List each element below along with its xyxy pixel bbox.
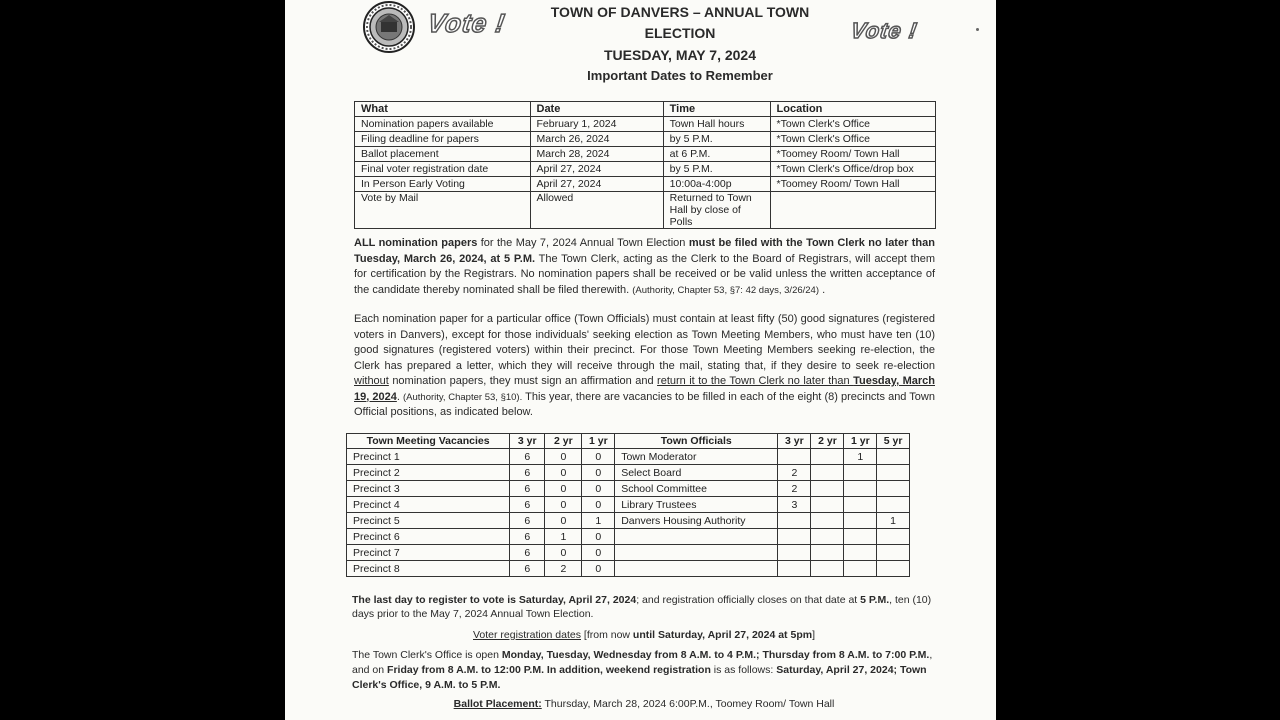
election-date: TUESDAY, MAY 7, 2024 (603, 47, 756, 63)
table-cell (844, 545, 877, 561)
table-cell (811, 481, 844, 497)
underlined-text: return it to the Town Clerk no later than (657, 375, 854, 387)
vote-badge-left: Vote ! (425, 8, 508, 38)
table-cell: 2 (778, 481, 811, 497)
column-header: What (355, 102, 531, 117)
table-cell: 6 (510, 497, 545, 513)
table-cell (811, 513, 844, 529)
office-hours-paragraph (352, 648, 936, 693)
table-cell: Allowed (530, 192, 663, 229)
table-cell: March 28, 2024 (530, 147, 663, 162)
table-row (347, 481, 910, 497)
table-row (355, 147, 936, 162)
body-text: [from now (580, 629, 633, 641)
table-row (347, 545, 910, 561)
table-cell (877, 561, 910, 577)
table-cell: Town Hall hours (663, 117, 770, 132)
table-row (355, 177, 936, 192)
table-cell: by 5 P.M. (663, 132, 770, 147)
table-cell: 0 (545, 465, 582, 481)
table-cell: Precinct 2 (347, 465, 510, 481)
document-page (285, 0, 996, 720)
emphasis-text: Friday from 8 A.M. to 12:00 P.M. In addition, weekend registration (387, 664, 711, 676)
table-cell (811, 497, 844, 513)
table-cell (844, 481, 877, 497)
table-cell: Nomination papers available (355, 117, 531, 132)
table-row (347, 561, 910, 577)
table-cell: *Town Clerk's Office (770, 132, 935, 147)
column-header: Town Meeting Vacancies (347, 434, 510, 449)
table-cell (877, 545, 910, 561)
table-cell: 0 (545, 449, 582, 465)
table-cell (844, 513, 877, 529)
table-cell: Filing deadline for papers (355, 132, 531, 147)
table-cell: March 26, 2024 (530, 132, 663, 147)
table-cell: 6 (510, 513, 545, 529)
table-cell (811, 561, 844, 577)
table-cell: 1 (545, 529, 582, 545)
emphasis-text: Saturday, April 27, 2024; Town Clerk's Office, 9 A.M. to 5 P.M. (352, 664, 927, 691)
table-cell: Library Trustees (615, 497, 778, 513)
table-cell: Town Moderator (615, 449, 778, 465)
ballot-placement-line (352, 697, 936, 713)
table-cell: *Toomey Room/ Town Hall (770, 147, 935, 162)
table-cell (877, 465, 910, 481)
table-cell: Precinct 8 (347, 561, 510, 577)
body-text: Thursday, March 28, 2024 6:00P.M., Toomey Room/ Town Hall (541, 698, 835, 710)
table-cell (844, 465, 877, 481)
column-header: 3 yr (510, 434, 545, 449)
authority-citation: (Authority, Chapter 53, §7: 42 days, 3/26/24) (632, 284, 820, 296)
column-header: 1 yr (582, 434, 615, 449)
table-cell: Precinct 6 (347, 529, 510, 545)
table-row (355, 162, 936, 177)
table-cell: 0 (582, 561, 615, 577)
table-cell (811, 449, 844, 465)
column-header: 2 yr (545, 434, 582, 449)
table-header-row (355, 102, 936, 117)
table-row (347, 529, 910, 545)
page-title-line2: ELECTION (644, 25, 716, 41)
table-cell: Select Board (615, 465, 778, 481)
page-title-line1: TOWN OF DANVERS – ANNUAL TOWN (550, 4, 810, 20)
table-cell (778, 449, 811, 465)
table-cell: *Town Clerk's Office (770, 117, 935, 132)
emphasis-text: must be filed with the Town Clerk no later than Tuesday, March 26, 2024, at 5 P.M. (354, 237, 935, 265)
table-cell: 0 (582, 449, 615, 465)
table-cell (615, 529, 778, 545)
body-text: . (819, 283, 826, 296)
table-cell: at 6 P.M. (663, 147, 770, 162)
table-cell (778, 545, 811, 561)
table-cell: 6 (510, 561, 545, 577)
signature-requirements-paragraph (354, 312, 935, 421)
table-cell: Final voter registration date (355, 162, 531, 177)
table-cell (615, 545, 778, 561)
nomination-filing-paragraph (354, 236, 935, 298)
table-cell (778, 513, 811, 529)
table-cell: 6 (510, 481, 545, 497)
table-cell: Danvers Housing Authority (615, 513, 778, 529)
table-cell: *Toomey Room/ Town Hall (770, 177, 935, 192)
table-cell (844, 529, 877, 545)
underlined-text: without (354, 375, 389, 387)
table-cell: 0 (545, 545, 582, 561)
table-cell (877, 449, 910, 465)
emphasis-text: Monday, Tuesday, Wednesday from 8 A.M. to 4 P.M.; Thursday from 8 A.M. to 7:00 P.M. (501, 649, 930, 661)
column-header: 2 yr (811, 434, 844, 449)
table-row (347, 513, 910, 529)
table-cell: 0 (545, 513, 582, 529)
table-cell: 0 (582, 529, 615, 545)
table-row (347, 497, 910, 513)
table-cell (811, 545, 844, 561)
body-text: , ten (10) days prior to the May 7, 2024 Annual Town Election. (352, 594, 932, 620)
table-row (355, 192, 936, 229)
voter-registration-heading (352, 628, 936, 644)
table-cell: 0 (582, 497, 615, 513)
table-cell: 6 (510, 449, 545, 465)
table-cell (770, 192, 935, 229)
table-row (347, 465, 910, 481)
underlined-label: Ballot Placement: (453, 698, 542, 710)
table-cell: Ballot placement (355, 147, 531, 162)
page-subtitle: Important Dates to Remember (587, 68, 773, 83)
table-cell: Precinct 4 (347, 497, 510, 513)
table-cell: 2 (545, 561, 582, 577)
column-header: 1 yr (844, 434, 877, 449)
column-header: Town Officials (615, 434, 778, 449)
table-cell (844, 561, 877, 577)
table-header-row (347, 434, 910, 449)
table-cell: 6 (510, 465, 545, 481)
emphasis-text: The last day to register to vote is Saturday, April 27, 2024 (352, 594, 637, 606)
table-cell: February 1, 2024 (530, 117, 663, 132)
table-cell: Precinct 7 (347, 545, 510, 561)
registration-deadline-paragraph (352, 593, 936, 621)
body-text: for the May 7, 2024 Annual Town Election (477, 237, 689, 249)
table-cell (778, 529, 811, 545)
body-text: The Town Clerk, acting as the Clerk to the Board of Registrars, will accept them for certification by the Registrars. No nomination papers shall be received or be valid unless the written acceptance of the candidate thereby nominated shall be filed therewith. (354, 252, 935, 296)
body-text: ; and registration officially closes on that date at (636, 594, 861, 606)
table-cell: Vote by Mail (355, 192, 531, 229)
table-cell: Precinct 1 (347, 449, 510, 465)
table-cell: 0 (545, 481, 582, 497)
table-cell: 10:00a-4:00p (663, 177, 770, 192)
table-row (355, 117, 936, 132)
underlined-text: Voter registration dates (473, 629, 581, 641)
emphasis-text: 5 P.M. (860, 594, 890, 606)
body-text: Each nomination paper for a particular office (Town Officials) must contain at least fifty (50) good signatures (registered voters in Danvers), except for those individuals' seeking election as Town Meeting Members, who must have ten (10) good signatures (registered voters) within their precinct. For those Town Meeting Members seeking re-election, the Clerk has prepared a letter, which they will receive through the mail, stating that, if they desire to seek re-election (354, 313, 935, 372)
emphasis-text: until Saturday, April 27, 2024 at 5pm (632, 629, 813, 641)
table-cell: April 27, 2024 (530, 177, 663, 192)
table-row (347, 449, 910, 465)
table-cell: Returned to Town Hall by close of Polls (663, 192, 770, 229)
body-text: nomination papers, they must sign an affirmation and (388, 375, 658, 387)
table-cell: 0 (582, 545, 615, 561)
table-cell (844, 497, 877, 513)
body-text: is as follows: (710, 664, 777, 676)
body-text: , and on (352, 649, 933, 676)
body-text: . (396, 390, 403, 403)
column-header: Time (663, 102, 770, 117)
table-cell: 3 (778, 497, 811, 513)
table-cell: Precinct 5 (347, 513, 510, 529)
table-cell (877, 529, 910, 545)
vote-badge-right: Vote ! (849, 18, 920, 43)
table-cell: 2 (778, 465, 811, 481)
column-header: Date (530, 102, 663, 117)
table-cell: School Committee (615, 481, 778, 497)
table-cell: 1 (844, 449, 877, 465)
table-cell: 0 (545, 497, 582, 513)
table-cell: 1 (877, 513, 910, 529)
table-row (355, 132, 936, 147)
vacancies-table (346, 433, 910, 577)
emphasis-text: ALL nomination papers (354, 237, 478, 249)
body-text: This year, there are vacancies to be filled in each of the eight (8) precincts and Town Official positions, as indicated below. (354, 390, 935, 418)
table-cell: Precinct 3 (347, 481, 510, 497)
table-cell (778, 561, 811, 577)
important-dates-table (354, 101, 936, 229)
table-cell: April 27, 2024 (530, 162, 663, 177)
table-cell: 1 (582, 513, 615, 529)
column-header: 3 yr (778, 434, 811, 449)
column-header: Location (770, 102, 935, 117)
table-cell: 0 (582, 481, 615, 497)
body-text: The Town Clerk's Office is open (352, 649, 502, 661)
table-cell (877, 481, 910, 497)
speck (976, 28, 979, 31)
table-cell: 0 (582, 465, 615, 481)
table-cell: by 5 P.M. (663, 162, 770, 177)
body-text: ] (812, 629, 815, 641)
table-cell (811, 465, 844, 481)
table-cell: *Town Clerk's Office/drop box (770, 162, 935, 177)
deadline-date: Tuesday, March 19, 2024 (354, 375, 935, 403)
town-seal-icon (360, 0, 418, 54)
column-header: 5 yr (877, 434, 910, 449)
authority-citation: (Authority, Chapter 53, §10). (402, 391, 523, 403)
table-cell (877, 497, 910, 513)
table-cell: In Person Early Voting (355, 177, 531, 192)
table-cell (811, 529, 844, 545)
table-cell: 6 (510, 545, 545, 561)
table-cell: 6 (510, 529, 545, 545)
table-cell (615, 561, 778, 577)
